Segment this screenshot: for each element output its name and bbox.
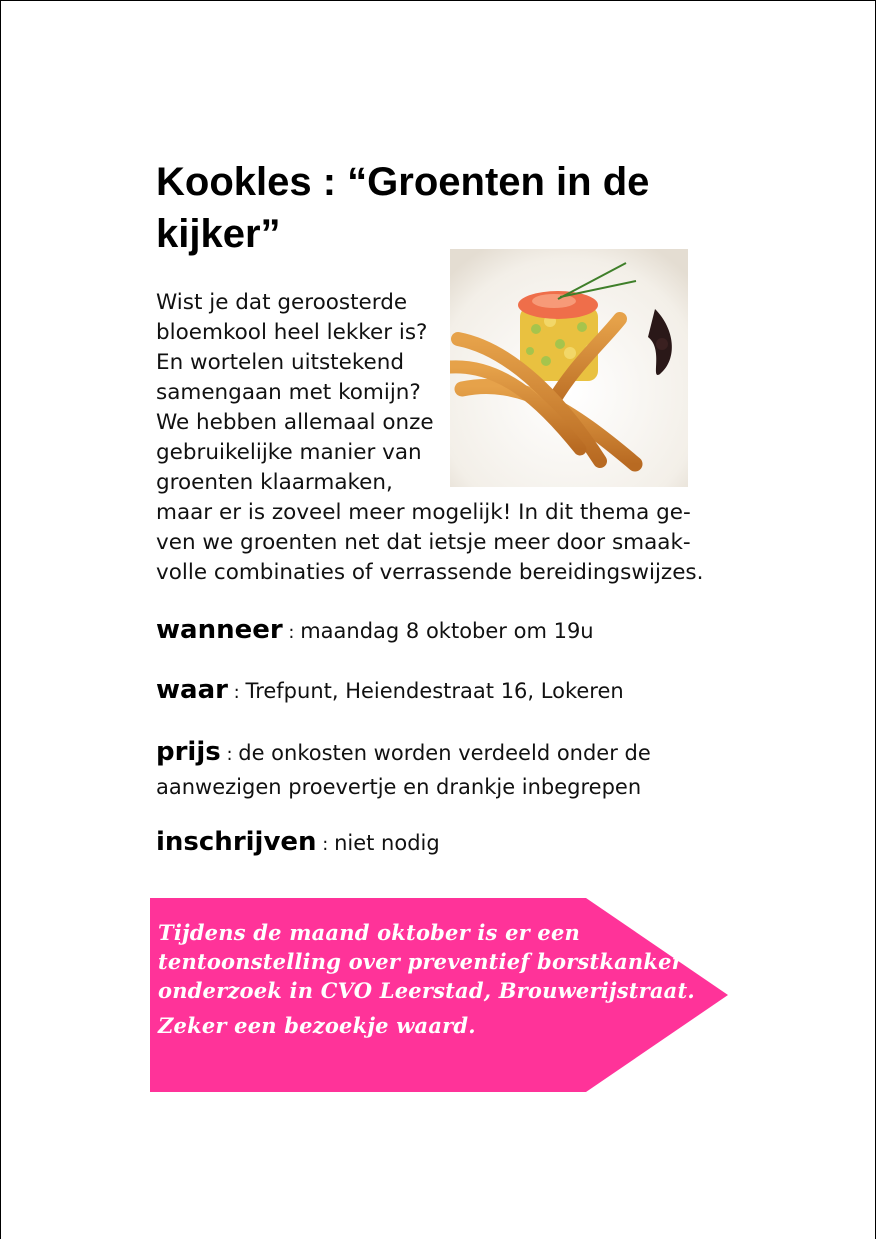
register-row: [156, 826, 736, 861]
title-line-2: kijker”: [156, 212, 281, 256]
when-label: wanneer: [156, 615, 283, 645]
where-separator: :: [227, 682, 246, 703]
intro-line: groenten klaarmaken,: [156, 470, 393, 495]
price-line-1: [156, 736, 736, 771]
intro-line: We hebben allemaal onze: [156, 410, 434, 435]
register-value: niet nodig: [334, 831, 440, 855]
price-separator: :: [220, 744, 239, 765]
when-separator: :: [282, 622, 301, 643]
exhibition-arrow-banner: [150, 898, 730, 1092]
intro-text: [156, 288, 716, 588]
register-label: inschrijven: [156, 827, 317, 857]
intro-line: samengaan met komijn?: [156, 380, 421, 405]
intro-line: Wist je dat geroosterde: [156, 290, 408, 315]
register-separator: :: [316, 834, 335, 855]
intro-line: volle combinaties of verrassende bereidingswijzes.: [156, 560, 704, 585]
when-value: maandag 8 oktober om 19u: [300, 619, 594, 643]
banner-line: Zeker een bezoekje waard.: [158, 1013, 476, 1038]
where-row: [156, 674, 736, 709]
intro-line: bloemkool heel lekker is?: [156, 320, 428, 345]
page-title: [156, 156, 736, 260]
price-row: [156, 736, 736, 803]
price-value-line-1: de onkosten worden verdeeld onder de: [238, 741, 651, 765]
intro-line: En wortelen uitstekend: [156, 350, 405, 375]
price-value-line-2: aanwezigen proevertje en drankje inbegrepen: [156, 775, 642, 799]
title-line-1: Kookles : “Groenten in de: [156, 160, 650, 204]
banner-line: tentoonstelling over preventief borstkanker-: [158, 949, 692, 974]
where-label: waar: [156, 675, 228, 705]
intro-line: ven we groenten net dat ietsje meer door smaak-: [156, 530, 691, 555]
banner-line: onderzoek in CVO Leerstad, Brouwerijstraat.: [158, 978, 695, 1003]
banner-line: Tijdens de maand oktober is er een: [158, 920, 581, 945]
intro-line: gebruikelijke manier van: [156, 440, 422, 465]
when-row: [156, 614, 736, 649]
price-label: prijs: [156, 737, 221, 767]
where-value: Trefpunt, Heiendestraat 16, Lokeren: [245, 679, 624, 703]
intro-line: maar er is zoveel meer mogelijk! In dit thema ge-: [156, 500, 691, 525]
banner-text: [158, 918, 718, 1040]
